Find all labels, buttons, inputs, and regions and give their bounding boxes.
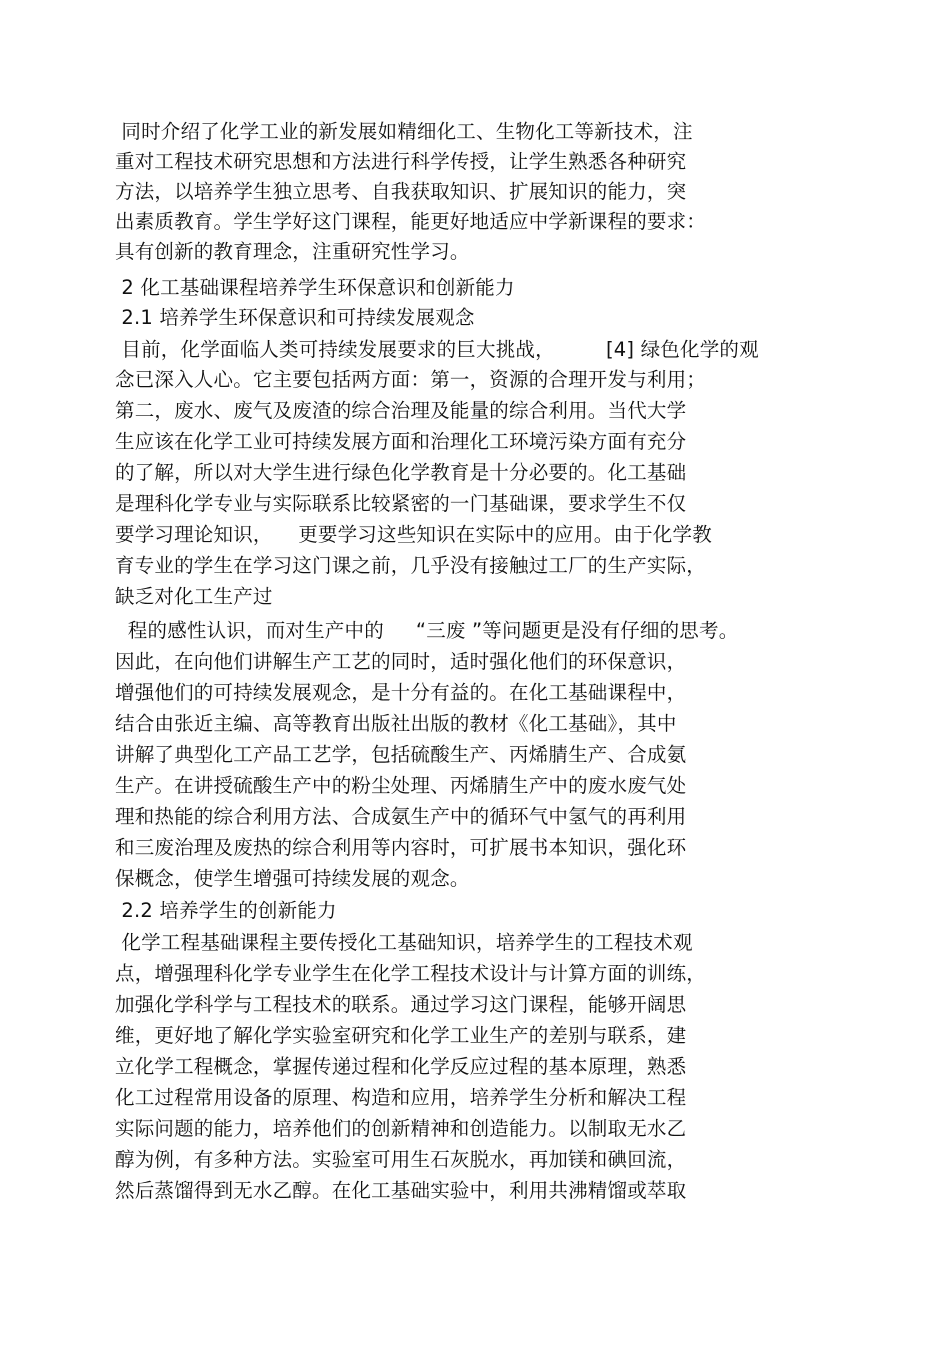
- text-line: 实际问题的能力，培养他们的创新精神和创造能力。以制取无水乙: [115, 1117, 687, 1140]
- text-line: 生产。在讲授硫酸生产中的粉尘处理、丙烯腈生产中的废水废气处: [115, 774, 687, 797]
- section-heading: 2 化工基础课程培养学生环保意识和创新能力: [115, 276, 515, 299]
- text-line: 出素质教育。学生学好这门课程，能更好地适应中学新课程的要求：: [115, 210, 707, 233]
- text-line: 缺乏对化工生产过: [115, 585, 273, 608]
- text-line: 化学工程基础课程主要传授化工基础知识，培养学生的工程技术观: [115, 931, 693, 954]
- text-line: 立化学工程概念，掌握传递过程和化学反应过程的基本原理，熟悉: [115, 1055, 687, 1078]
- text-line: 第二，废水、废气及废渣的综合治理及能量的综合利用。当代大学: [115, 399, 687, 422]
- subsection-heading: 2.1 培养学生环保意识和可持续发展观念: [115, 306, 475, 329]
- text-line: 育专业的学生在学习这门课之前，几乎没有接触过工厂的生产实际，: [115, 554, 707, 577]
- text-line: 同时介绍了化学工业的新发展如精细化工、生物化工等新技术，注: [115, 120, 693, 143]
- text-line: 目前，化学面临人类可持续发展要求的巨大挑战， [4] 绿色化学的观: [115, 338, 759, 361]
- text-line: 因此，在向他们讲解生产工艺的同时，适时强化他们的环保意识，: [115, 650, 687, 673]
- text-line: 方法，以培养学生独立思考、自我获取知识、扩展知识的能力，突: [115, 180, 687, 203]
- text-line: 是理科化学专业与实际联系比较紧密的一门基础课，要求学生不仅: [115, 492, 687, 515]
- text-line: 的了解，所以对大学生进行绿色化学教育是十分必要的。化工基础: [115, 461, 687, 484]
- text-line: 生应该在化学工业可持续发展方面和治理化工环境污染方面有充分: [115, 430, 687, 453]
- text-line: 化工过程常用设备的原理、构造和应用，培养学生分析和解决工程: [115, 1086, 687, 1109]
- text-line: 要学习理论知识， 更要学习这些知识在实际中的应用。由于化学教: [115, 523, 712, 546]
- text-line: 念已深入人心。它主要包括两方面：第一，资源的合理开发与利用；: [115, 368, 707, 391]
- text-line: 程的感性认识，而对生产中的 “三废 ”等问题更是没有仔细的思考。: [115, 619, 739, 642]
- text-line: 讲解了典型化工产品工艺学，包括硫酸生产、丙烯腈生产、合成氨: [115, 743, 687, 766]
- text-line: 保概念，使学生增强可持续发展的观念。: [115, 867, 470, 890]
- text-line: 然后蒸馏得到无水乙醇。在化工基础实验中，利用共沸精馏或萃取: [115, 1179, 687, 1202]
- subsection-heading: 2.2 培养学生的创新能力: [115, 899, 337, 922]
- text-line: 结合由张近主编、高等教育出版社出版的教材《化工基础》，其中: [115, 712, 677, 735]
- text-line: 和三废治理及废热的综合利用等内容时，可扩展书本知识，强化环: [115, 836, 687, 859]
- text-line: 维，更好地了解化学实验室研究和化学工业生产的差别与联系，建: [115, 1024, 687, 1047]
- text-line: 增强他们的可持续发展观念，是十分有益的。在化工基础课程中，: [115, 681, 687, 704]
- text-line: 具有创新的教育理念，注重研究性学习。: [115, 240, 470, 263]
- text-line: 重对工程技术研究思想和方法进行科学传授，让学生熟悉各种研究: [115, 150, 687, 173]
- text-line: 理和热能的综合利用方法、合成氨生产中的循环气中氢气的再利用: [115, 805, 687, 828]
- text-line: 醇为例，有多种方法。实验室可用生石灰脱水，再加镁和碘回流，: [115, 1148, 687, 1171]
- text-line: 加强化学科学与工程技术的联系。通过学习这门课程，能够开阔思: [115, 993, 687, 1016]
- text-line: 点，增强理科化学专业学生在化学工程技术设计与计算方面的训练，: [115, 962, 707, 985]
